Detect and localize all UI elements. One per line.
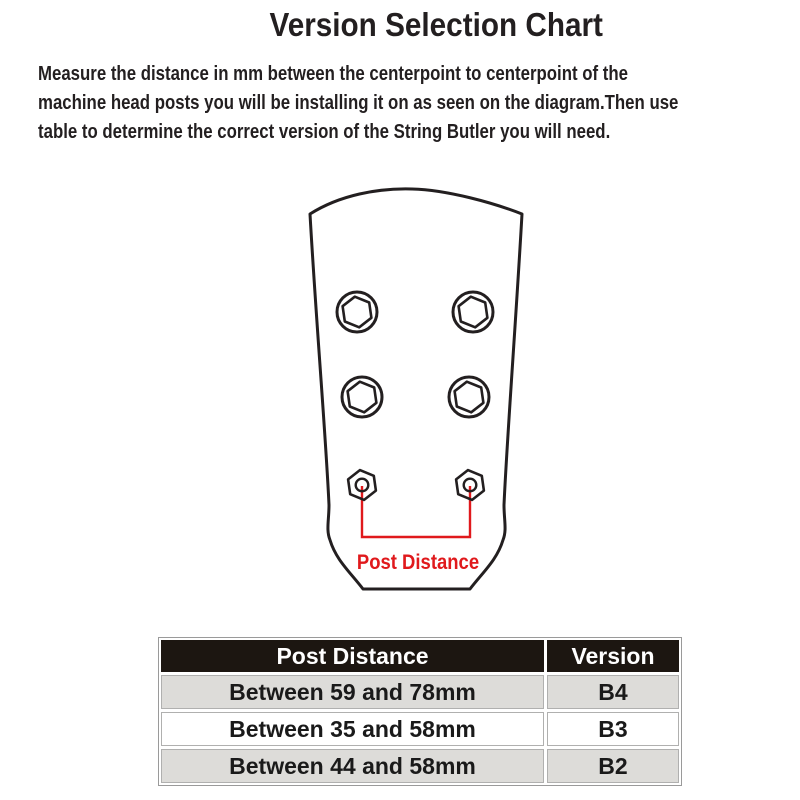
- intro-line: machine head posts you will be installing it on as seen on the diagram.Then use: [38, 92, 679, 114]
- headstock-outline: [310, 189, 522, 589]
- table-header-version: Version: [547, 640, 679, 672]
- table-row-2-version: B2: [547, 749, 679, 783]
- table-header-post-distance: Post Distance: [161, 640, 544, 672]
- table-row-1-version: B3: [547, 712, 679, 746]
- table-row-0-version: B4: [547, 675, 679, 709]
- page-title-text: Version Selection Chart: [269, 6, 603, 43]
- table-row-2-post-distance: Between 44 and 58mm: [161, 749, 544, 783]
- version-table: [158, 637, 682, 786]
- intro-line: table to determine the correct version of the String Butler you will need.: [38, 121, 611, 143]
- table-row-0-post-distance: Between 59 and 78mm: [161, 675, 544, 709]
- intro-line: Measure the distance in mm between the centerpoint to centerpoint of the: [38, 63, 628, 85]
- table-row-1-post-distance: Between 35 and 58mm: [161, 712, 544, 746]
- post-distance-label: Post Distance: [356, 551, 480, 574]
